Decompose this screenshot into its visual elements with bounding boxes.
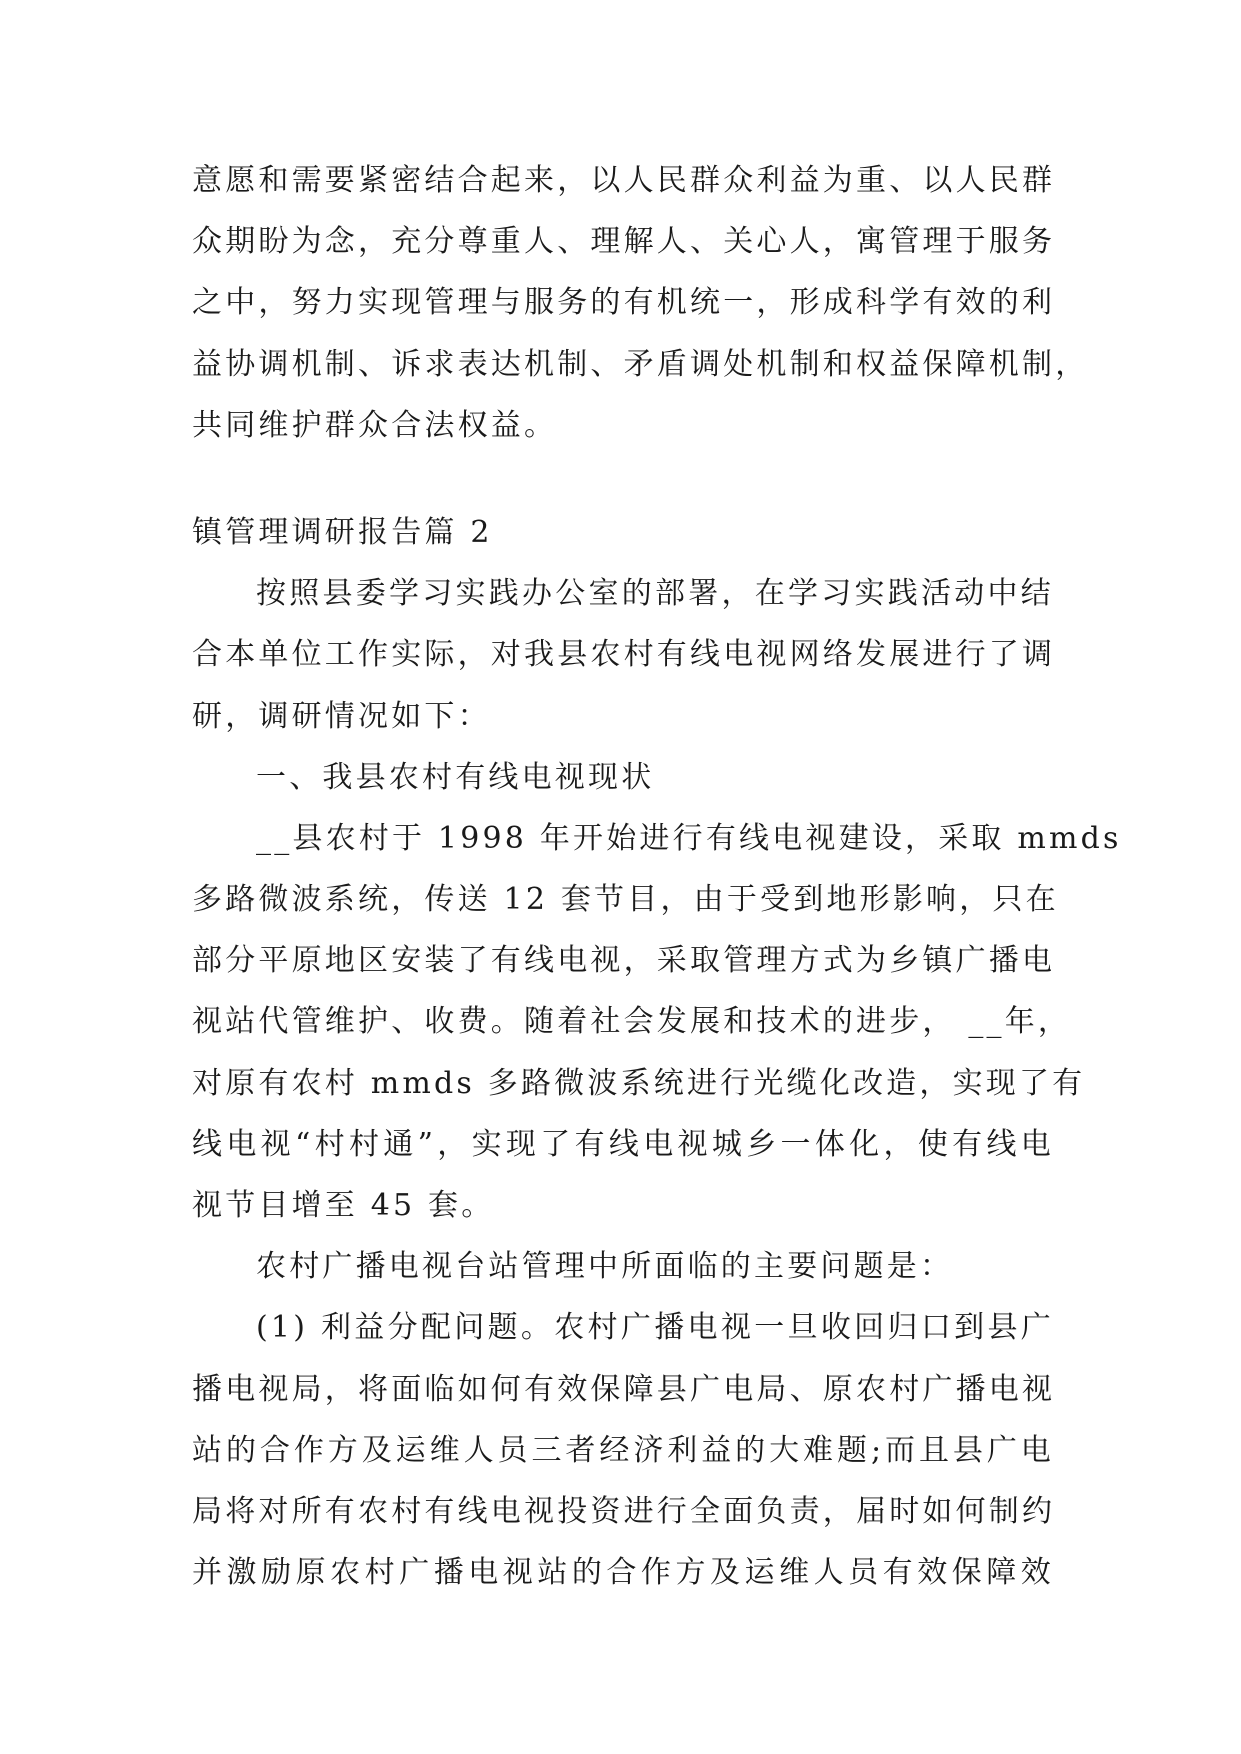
text-line: 共同维护群众合法权益。 — [192, 407, 558, 443]
paragraph-benefit-distribution — [192, 1297, 1054, 1603]
paragraph-status — [192, 808, 1122, 1236]
text-line: 益协调机制、诉求表达机制、矛盾调处机制和权益保障机制， — [192, 346, 1089, 382]
text-line: __县农村于 1998 年开始进行有线电视建设，采取 mmds — [256, 820, 1122, 856]
paragraph-gap — [192, 456, 1054, 502]
intro-paragraph — [192, 150, 1089, 456]
section-title: 镇管理调研报告篇 2 — [192, 514, 493, 550]
text-line: 对原有农村 mmds 多路微波系统进行光缆化改造，实现了有 — [192, 1065, 1086, 1101]
text-line: 站的合作方及运维人员三者经济利益的大难题;而且县广电 — [192, 1432, 1054, 1468]
text-line: 视站代管维护、收费。随着社会发展和技术的进步， __年， — [192, 1004, 1072, 1040]
text-line: 并激励原农村广播电视站的合作方及运维人员有效保障效 — [192, 1555, 1054, 1591]
text-line: 意愿和需要紧密结合起来，以人民群众利益为重、以人民群 — [192, 163, 1056, 198]
text-line: 研，调研情况如下： — [192, 698, 491, 734]
text-line: 众期盼为念，充分尊重人、理解人、关心人，寓管理于服务 — [192, 224, 1056, 260]
text-line: 农村广播电视台站管理中所面临的主要问题是： — [256, 1249, 954, 1285]
paragraph-problems-intro — [192, 1236, 1054, 1297]
text-line: 多路微波系统，传送 12 套节目，由于受到地形影响，只在 — [192, 882, 1059, 918]
subsection-heading: 一、我县农村有线电视现状 — [256, 759, 655, 795]
text-line: 合本单位工作实际，对我县农村有线电视网络发展进行了调 — [192, 637, 1056, 673]
text-line: 播电视局，将面临如何有效保障县广电局、原农村广播电视 — [192, 1371, 1056, 1407]
text-line: 局将对所有农村有线电视投资进行全面负责，届时如何制约 — [192, 1493, 1056, 1529]
text-line: 视节目增至 45 套。 — [192, 1188, 495, 1223]
text-line: 线电视“村村通”，实现了有线电视城乡一体化，使有线电 — [192, 1126, 1054, 1162]
document-page — [192, 150, 1122, 1603]
paragraph-deployment — [192, 563, 1054, 747]
text-line: 按照县委学习实践办公室的部署，在学习实践活动中结 — [256, 576, 1054, 612]
text-line: (1) 利益分配问题。农村广播电视一旦收回归口到县广 — [256, 1310, 1054, 1346]
text-line: 之中，努力实现管理与服务的有机统一，形成科学有效的利 — [192, 285, 1056, 321]
text-line: 部分平原地区安装了有线电视，采取管理方式为乡镇广播电 — [192, 943, 1056, 979]
